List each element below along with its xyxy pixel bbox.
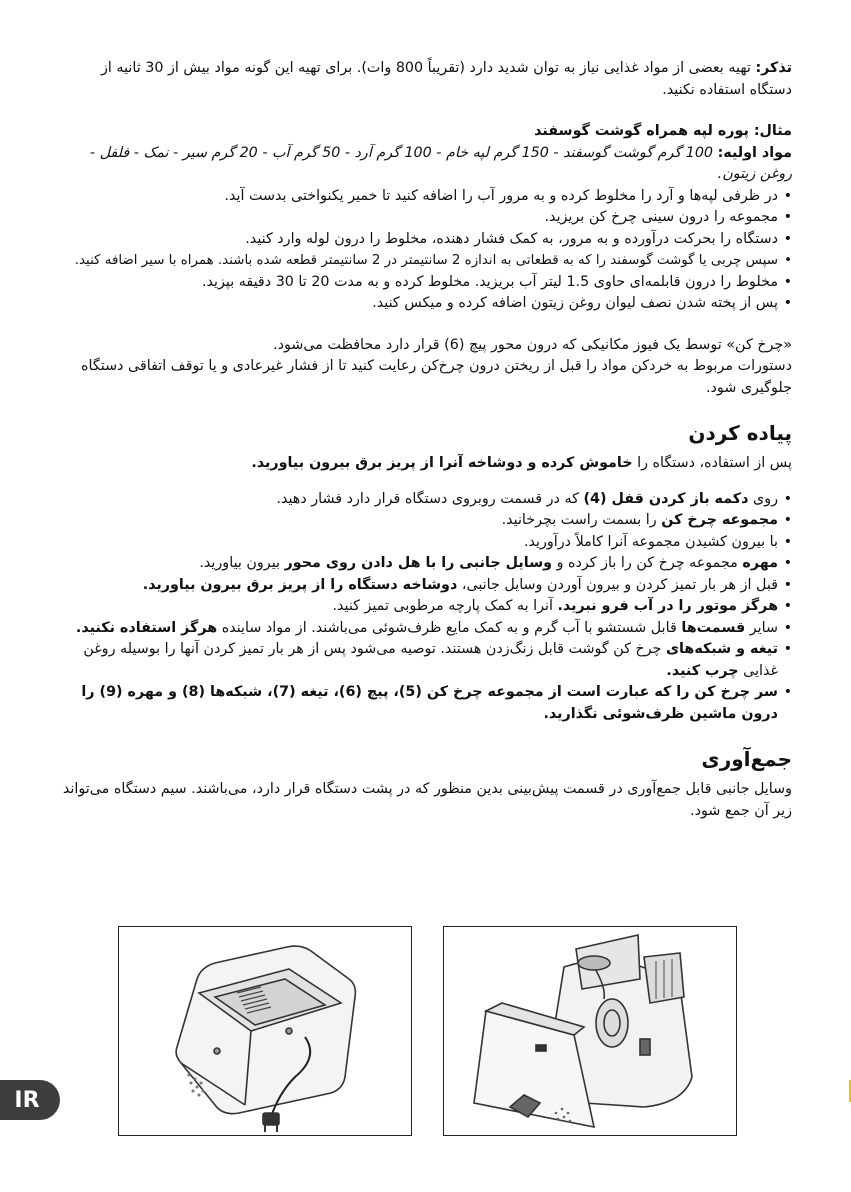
item-text: را بسمت راست بچرخانید. bbox=[501, 512, 662, 528]
fuse-line-1: «چرخ کن» توسط یک فیوز مکانیکی که درون محور پیچ (6) قرار دارد محافظت می‌شود. bbox=[273, 336, 792, 353]
item-bold: دوشاخه دستگاه را از پریز برق بیرون بیاورید. bbox=[142, 576, 458, 593]
list-item bbox=[62, 532, 792, 554]
item-text: چرخ کن گوشت قابل زنگ‌زدن هستند. توصیه می‌شود پس از هر بار تمیز کردن آنها را بوسیله روغن غذایی bbox=[83, 641, 778, 679]
item-text: که در قسمت روبروی دستگاه قرار دارد فشار دهید. bbox=[276, 490, 584, 507]
note-label: تذکر: bbox=[755, 60, 792, 76]
note-block bbox=[62, 58, 792, 101]
ingredients-label: مواد اولیه: bbox=[717, 144, 792, 161]
page-content bbox=[62, 58, 792, 822]
item-bold: مهره bbox=[742, 555, 778, 571]
list-item bbox=[62, 489, 792, 511]
disassembly-section bbox=[62, 419, 792, 725]
list-item: • مجموعه را درون سینی چرخ کن بریزید. bbox=[62, 207, 792, 229]
storage-text: وسایل جانبی قابل جمع‌آوری در قسمت پیش‌بینی بدین منظور که در پشت دستگاه قرار دارد، می‌باشند. سیم دستگاه می‌تواند زیر آن جمع شود. bbox=[62, 781, 792, 819]
item-text: قابل شستشو با آب گرم و به کمک مایع ظرف‌شوئی می‌باشند. از مواد ساینده bbox=[217, 619, 682, 636]
item-text: بیرون بیاورید. bbox=[199, 555, 285, 571]
item-text: سایر bbox=[745, 619, 778, 636]
item-text: آنرا به کمک پارچه مرطوبی تمیز کنید. bbox=[332, 598, 558, 614]
disassembly-list bbox=[62, 489, 792, 726]
item-bold: هرگز موتور را در آب فرو نبرید. bbox=[557, 598, 778, 614]
list-item bbox=[62, 682, 792, 725]
appliance-open-drawer-illustration bbox=[444, 927, 736, 1135]
disassembly-heading: پیاده کردن bbox=[688, 421, 792, 445]
item-bold: چرب کنید. bbox=[666, 662, 739, 679]
item-bold: مجموعه چرخ کن bbox=[661, 512, 778, 528]
ingredients-text: 100 گرم گوشت گوسفند - 150 گرم لپه خام - 100 گرم آرد - 50 گرم آب - 20 گرم سیر - نمک - فلفل - روغن زیتون. bbox=[89, 144, 792, 182]
note-paragraph bbox=[62, 58, 792, 101]
item-text: با بیرون کشیدن مجموعه آنرا کاملاً درآورید. bbox=[523, 533, 778, 550]
list-item: • دستگاه را بحرکت درآورده و به مرور، به کمک فشار دهنده، مخلوط را درون لوله وارد کنید. bbox=[62, 229, 792, 251]
language-badge: IR bbox=[0, 1080, 60, 1120]
intro-bold: خاموش کرده و دوشاخه آنرا از پریز برق بیرون بیاورید. bbox=[251, 455, 633, 471]
list-item bbox=[62, 618, 792, 640]
list-item: • سپس چربی یا گوشت گوسفند را که به قطعاتی به اندازه 2 سانتیمتر در 2 سانتیمتر قطعه شده باشند. همراه با سیر اضافه کنید. bbox=[62, 250, 792, 272]
item-bold: وسایل جانبی را با هل دادن روی محور bbox=[284, 555, 553, 571]
example-steps bbox=[62, 186, 792, 315]
figure-storage-illustration bbox=[118, 926, 412, 1136]
list-item bbox=[62, 639, 792, 682]
disassembly-intro bbox=[62, 453, 792, 475]
ingredients-paragraph bbox=[62, 143, 792, 186]
example-title: مثال: پوره لپه همراه گوشت گوسفند bbox=[534, 123, 792, 139]
list-item: • پس از پخته شدن نصف لیوان روغن زیتون اضافه کرده و میکس کنید. bbox=[62, 293, 792, 315]
figure-open-storage-illustration bbox=[443, 926, 737, 1136]
item-text: مجموعه چرخ کن را باز کرده و bbox=[552, 555, 743, 571]
note-text: تهیه بعضی از مواد غذایی نیاز به توان شدید دارد (تقریباً 800 وات). برای تهیه این گونه مواد بیش از 30 ثانیه از دستگاه استفاده نکنید. bbox=[100, 60, 792, 98]
item-bold: سر چرخ کن را که عبارت است از مجموعه چرخ کن (5)، پیچ (6)، تیغه (7)، شبکه‌ها (8) و مهره (9) را درون ماشین ظرف‌شوئی نگذارید. bbox=[81, 684, 778, 722]
list-item bbox=[62, 575, 792, 597]
storage-heading: جمع‌آوری bbox=[701, 747, 792, 771]
appliance-rear-illustration bbox=[119, 927, 411, 1135]
list-item bbox=[62, 510, 792, 532]
fuse-block bbox=[62, 335, 792, 400]
storage-section bbox=[62, 745, 792, 822]
item-bold: قسمت‌ها bbox=[681, 619, 746, 636]
intro-pre: پس از استفاده، دستگاه را bbox=[632, 455, 792, 471]
item-text: روی bbox=[748, 490, 778, 507]
item-text: قبل از هر بار تمیز کردن و بیرون آوردن وسایل جانبی، bbox=[457, 576, 778, 593]
item-bold: دکمه باز کردن قفل (4) bbox=[583, 490, 749, 507]
example-block bbox=[62, 121, 792, 315]
item-bold: تیغه و شبکه‌های bbox=[665, 641, 778, 657]
list-item: • مخلوط را درون قابلمه‌ای حاوی 1.5 لیتر آب بریزید. مخلوط کرده و به مدت 20 تا 30 دقیقه بپزید. bbox=[62, 272, 792, 294]
item-bold: هرگز استفاده نکنید. bbox=[75, 619, 218, 636]
list-item bbox=[62, 553, 792, 575]
list-item: • در ظرفی لپه‌ها و آرد را مخلوط کرده و به مرور آب را اضافه کنید تا خمیر یکنواختی بدست آید. bbox=[62, 186, 792, 208]
fuse-line-2: دستورات مربوط به خردکن مواد را قبل از ریختن درون چرخ‌کن رعایت کنید تا از فشار غیرعادی و یا توقف اتفاقی دستگاه جلوگیری شود. bbox=[81, 358, 792, 396]
list-item bbox=[62, 596, 792, 618]
